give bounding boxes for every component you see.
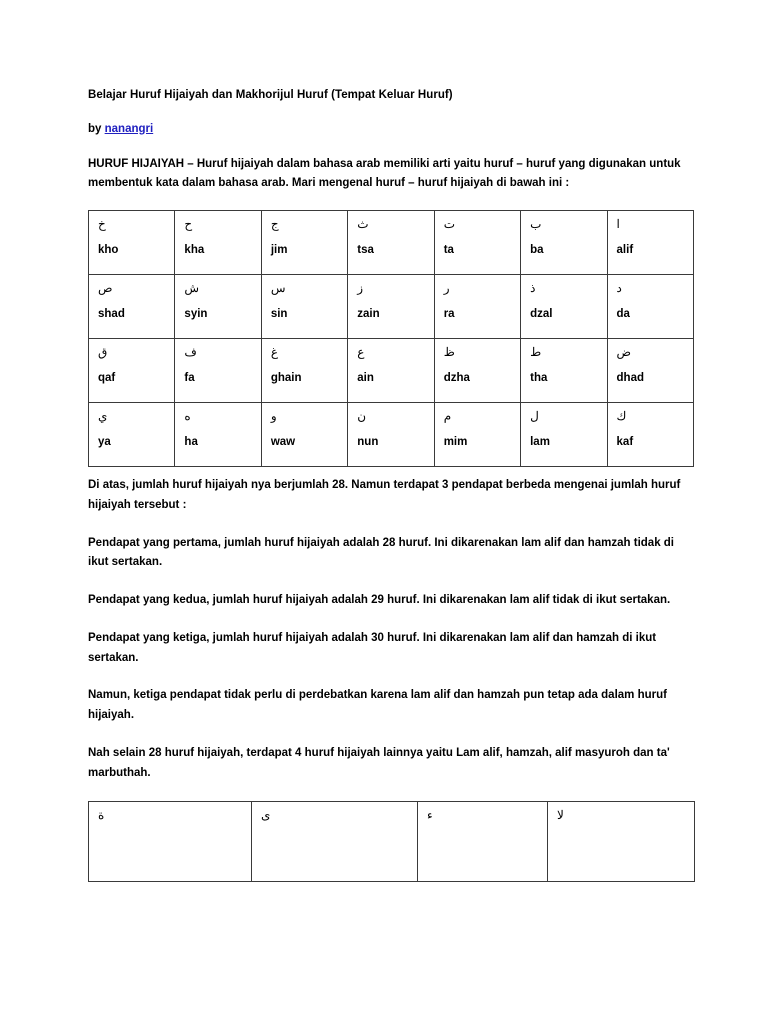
table-row: [89, 403, 694, 467]
letter-cell-jim: [261, 211, 347, 275]
letter-cell-ain: [348, 339, 434, 403]
letter-cell-kha: [175, 211, 261, 275]
latin-label: nun: [357, 436, 379, 449]
latin-label: ta: [443, 244, 454, 257]
document-content: [88, 88, 694, 882]
arabic-glyph: ن: [357, 409, 367, 424]
extra-cell-ta-marbuthah: [89, 802, 252, 882]
latin-label: tsa: [357, 244, 374, 257]
latin-label: syin: [184, 308, 208, 321]
letter-cell-kaf: [607, 403, 693, 467]
author-link[interactable]: nanangri: [104, 122, 154, 135]
letter-cell-shad: [89, 275, 175, 339]
arabic-glyph: م: [443, 409, 452, 424]
table-row: [89, 275, 694, 339]
letter-cell-ghain: [261, 339, 347, 403]
paragraph-conclusion: Namun, ketiga pendapat tidak perlu di perdebatkan karena lam alif dan hamzah pun tetap ada dalam huruf hijaiyah.: [88, 689, 667, 722]
latin-label: ha: [184, 436, 198, 449]
letter-cell-fa: [175, 339, 261, 403]
arabic-glyph: ي: [98, 409, 108, 424]
letter-cell-syin: [175, 275, 261, 339]
table-row: [89, 802, 695, 882]
latin-label: fa: [184, 372, 195, 385]
arabic-glyph: ر: [443, 281, 450, 296]
byline-prefix: by: [88, 122, 105, 135]
letter-cell-nun: [348, 403, 434, 467]
latin-label: kaf: [616, 436, 634, 449]
letter-cell-tha: [521, 339, 607, 403]
latin-label: ghain: [270, 372, 302, 385]
byline: [88, 123, 694, 135]
page-title: Belajar Huruf Hijaiyah dan Makhorijul Huruf (Tempat Keluar Huruf): [88, 89, 453, 101]
arabic-glyph: ه: [184, 409, 191, 424]
arabic-glyph: غ: [270, 345, 279, 360]
arabic-glyph: ط: [530, 345, 542, 360]
letter-cell-da: [607, 275, 693, 339]
arabic-glyph: ع: [357, 345, 365, 360]
letter-cell-alif: [607, 211, 693, 275]
arabic-glyph: ة: [98, 808, 105, 823]
latin-label: kha: [184, 244, 205, 257]
latin-label: shad: [98, 308, 125, 321]
letter-cell-dhad: [607, 339, 693, 403]
latin-label: da: [616, 308, 630, 321]
letter-cell-lam: [521, 403, 607, 467]
arabic-glyph: ك: [616, 409, 627, 424]
arabic-glyph: ظ: [443, 345, 455, 360]
latin-label: ba: [530, 244, 544, 257]
latin-label: ra: [443, 308, 455, 321]
letter-cell-mim: [434, 403, 520, 467]
extra-letters-table: [88, 801, 695, 882]
arabic-glyph: د: [616, 281, 622, 296]
arabic-glyph: ت: [443, 217, 455, 232]
paragraph-opinion-third: Pendapat yang ketiga, jumlah huruf hijaiyah adalah 30 huruf. Ini dikarenakan lam alif dan hamzah di ikut sertakan.: [88, 631, 657, 664]
letter-cell-sin: [261, 275, 347, 339]
latin-label: sin: [270, 308, 288, 321]
table-row: [89, 339, 694, 403]
latin-label: waw: [270, 436, 296, 449]
extra-cell-alif-masyuroh: [252, 802, 418, 882]
extra-cell-hamzah: [418, 802, 548, 882]
arabic-glyph: ض: [616, 345, 632, 360]
letter-cell-waw: [261, 403, 347, 467]
arabic-glyph: ص: [98, 281, 113, 296]
table-row: [89, 211, 694, 275]
arabic-glyph: ى: [261, 808, 271, 823]
paragraph-opinion-first: Pendapat yang pertama, jumlah huruf hijaiyah adalah 28 huruf. Ini dikarenakan lam alif dan hamzah tidak di ikut sertakan.: [88, 536, 675, 569]
latin-label: dhad: [616, 372, 645, 385]
paragraph-opinion-second: Pendapat yang kedua, jumlah huruf hijaiyah adalah 29 huruf. Ini dikarenakan lam alif tidak di ikut sertakan.: [88, 594, 671, 607]
letter-cell-zain: [348, 275, 434, 339]
arabic-glyph: ق: [98, 345, 108, 360]
latin-label: mim: [443, 436, 468, 449]
arabic-glyph: ح: [184, 217, 193, 232]
letter-cell-ha: [175, 403, 261, 467]
letter-cell-ba: [521, 211, 607, 275]
arabic-glyph: و: [270, 409, 277, 424]
arabic-glyph: ا: [616, 217, 620, 232]
arabic-glyph: ف: [184, 345, 197, 360]
latin-label: kho: [98, 244, 119, 257]
letter-cell-ra: [434, 275, 520, 339]
letter-cell-dzha: [434, 339, 520, 403]
arabic-glyph: ل: [530, 409, 539, 424]
latin-label: alif: [616, 244, 634, 257]
latin-label: ain: [357, 372, 374, 385]
arabic-glyph: ج: [270, 217, 279, 232]
letter-cell-kho: [89, 211, 175, 275]
arabic-glyph: ذ: [530, 281, 536, 296]
letter-cell-qaf: [89, 339, 175, 403]
paragraph-count-summary: Di atas, jumlah huruf hijaiyah nya berjumlah 28. Namun terdapat 3 pendapat berbeda mengenai jumlah huruf hijaiyah tersebut :: [88, 479, 681, 511]
latin-label: ya: [98, 436, 111, 449]
latin-label: lam: [530, 436, 550, 449]
arabic-glyph: ز: [357, 281, 364, 296]
arabic-glyph: ث: [357, 217, 369, 232]
arabic-glyph: ب: [530, 217, 542, 232]
latin-label: dzal: [530, 308, 553, 321]
paragraph-extra-letters: Nah selain 28 huruf hijaiyah, terdapat 4 huruf hijaiyah lainnya yaitu Lam alif, hamzah, alif masyuroh dan ta' marbuthah.: [88, 746, 670, 779]
arabic-glyph: س: [270, 281, 286, 296]
letter-cell-dzal: [521, 275, 607, 339]
latin-label: qaf: [98, 372, 116, 385]
letter-cell-ta: [434, 211, 520, 275]
extra-cell-lam-alif: [548, 802, 695, 882]
latin-label: jim: [270, 244, 288, 257]
letter-cell-tsa: [348, 211, 434, 275]
latin-label: zain: [357, 308, 380, 321]
letter-cell-ya: [89, 403, 175, 467]
arabic-glyph: لا: [557, 808, 564, 823]
arabic-glyph: ء: [427, 808, 433, 823]
arabic-glyph: خ: [98, 217, 106, 232]
latin-label: dzha: [443, 372, 470, 385]
latin-label: tha: [530, 372, 548, 385]
hijaiyah-letters-table: [88, 210, 694, 467]
intro-paragraph: HURUF HIJAIYAH – Huruf hijaiyah dalam bahasa arab memiliki arti yaitu huruf – huruf yang digunakan untuk membentuk kata dalam bahasa arab. Mari mengenal huruf – huruf hijaiyah di bawah ini :: [88, 157, 681, 190]
arabic-glyph: ش: [184, 281, 200, 296]
